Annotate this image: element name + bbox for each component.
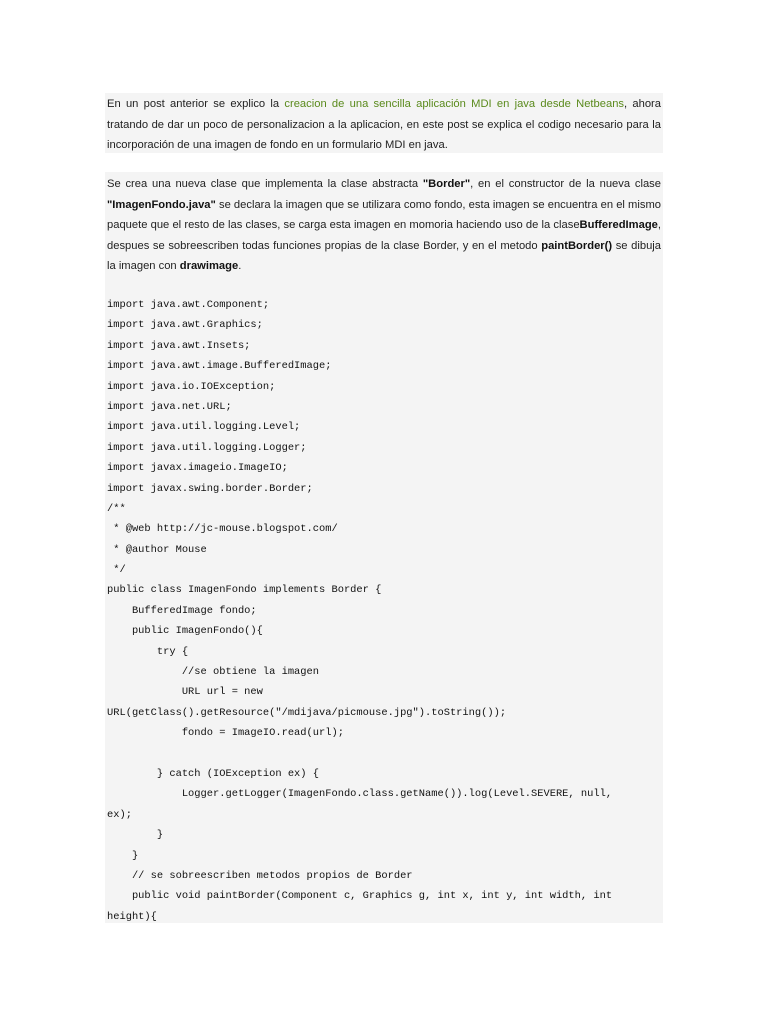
code-line: import java.net.URL; (107, 400, 232, 413)
desc-bold-border: "Border" (422, 178, 471, 190)
code-line: ex); (107, 808, 132, 821)
code-line: height){ (107, 910, 157, 923)
code-line: */ (107, 564, 126, 577)
desc-text: , en el constructor de la nueva clase (470, 178, 661, 190)
code-line: import javax.imageio.ImageIO; (107, 462, 288, 475)
mdi-post-link[interactable]: creacion de una sencilla aplicación MDI en java desde Netbeans (284, 98, 625, 110)
description-paragraph (105, 174, 663, 277)
code-line: URL url = new (107, 686, 263, 699)
code-line: } (107, 829, 164, 842)
desc-text: . (238, 260, 242, 272)
desc-bold-paintborder: paintBorder() (541, 239, 613, 252)
code-line: import java.awt.Component; (107, 299, 270, 311)
code-line: import java.awt.Graphics; (107, 319, 263, 332)
intro-paragraph (105, 94, 663, 156)
code-line: public ImagenFondo(){ (107, 625, 263, 638)
code-line: public class ImagenFondo implements Border { (107, 584, 382, 597)
intro-paragraph-block (105, 93, 663, 153)
code-line: BufferedImage fondo; (107, 604, 257, 617)
code-line: import java.awt.image.BufferedImage; (107, 360, 332, 373)
code-line (105, 744, 663, 764)
code-line: import javax.swing.border.Border; (107, 482, 313, 495)
code-line: import java.util.logging.Logger; (107, 441, 307, 454)
description-paragraph-block (105, 172, 663, 276)
code-line: * @author Mouse (107, 543, 207, 556)
code-line: * @web http://jc-mouse.blogspot.com/ (107, 523, 338, 536)
code-line: URL(getClass().getResource("/mdijava/picmouse.jpg").toString()); (107, 706, 507, 719)
desc-text: se declara la imagen que se utilizara como fondo, esta imagen se encuentra en el mismo paquete que el resto de las clases, se carga esta imagen en momoria haciendo uso de la clase (107, 198, 661, 231)
desc-bold-drawimage: drawimage (179, 260, 239, 272)
code-line: Logger.getLogger(ImagenFondo.class.getName()).log(Level.SEVERE, null, (107, 788, 613, 801)
desc-text: se dibuja la imagen con (107, 239, 661, 272)
code-line: public void paintBorder(Component c, Graphics g, int x, int y, int width, int (107, 890, 613, 903)
desc-bold-imagenfondo: "ImagenFondo.java" (107, 198, 216, 211)
code-line: /** (107, 502, 126, 515)
code-line: import java.awt.Insets; (107, 339, 251, 352)
code-line: //se obtiene la imagen (107, 666, 320, 679)
code-line: } (107, 849, 139, 862)
intro-text-before-link: En un post anterior se explico la (107, 98, 285, 110)
desc-text: Se crea una nueva clase que implementa la clase abstracta (107, 178, 423, 190)
code-line: import java.util.logging.Level; (107, 421, 301, 434)
intro-text-after-link: , ahora tratando de dar un poco de personalizacion a la aplicacion, en este post se explica el codigo necesario para la incorporación de una imagen de fondo en un formulario MDI en java. (107, 98, 661, 151)
code-block (105, 276, 663, 923)
code-line: fondo = ImageIO.read(url); (107, 727, 344, 740)
code-line: try { (107, 645, 189, 658)
code-line: // se sobreescriben metodos propios de Border (107, 869, 413, 882)
code-line: import java.io.IOException; (107, 380, 276, 393)
desc-text: , despues se sobreescriben todas funciones propias de la clase Border, y en el metodo (107, 219, 661, 252)
code-line: } catch (IOException ex) { (107, 767, 320, 780)
desc-bold-bufferedimage: BufferedImage (579, 219, 658, 231)
